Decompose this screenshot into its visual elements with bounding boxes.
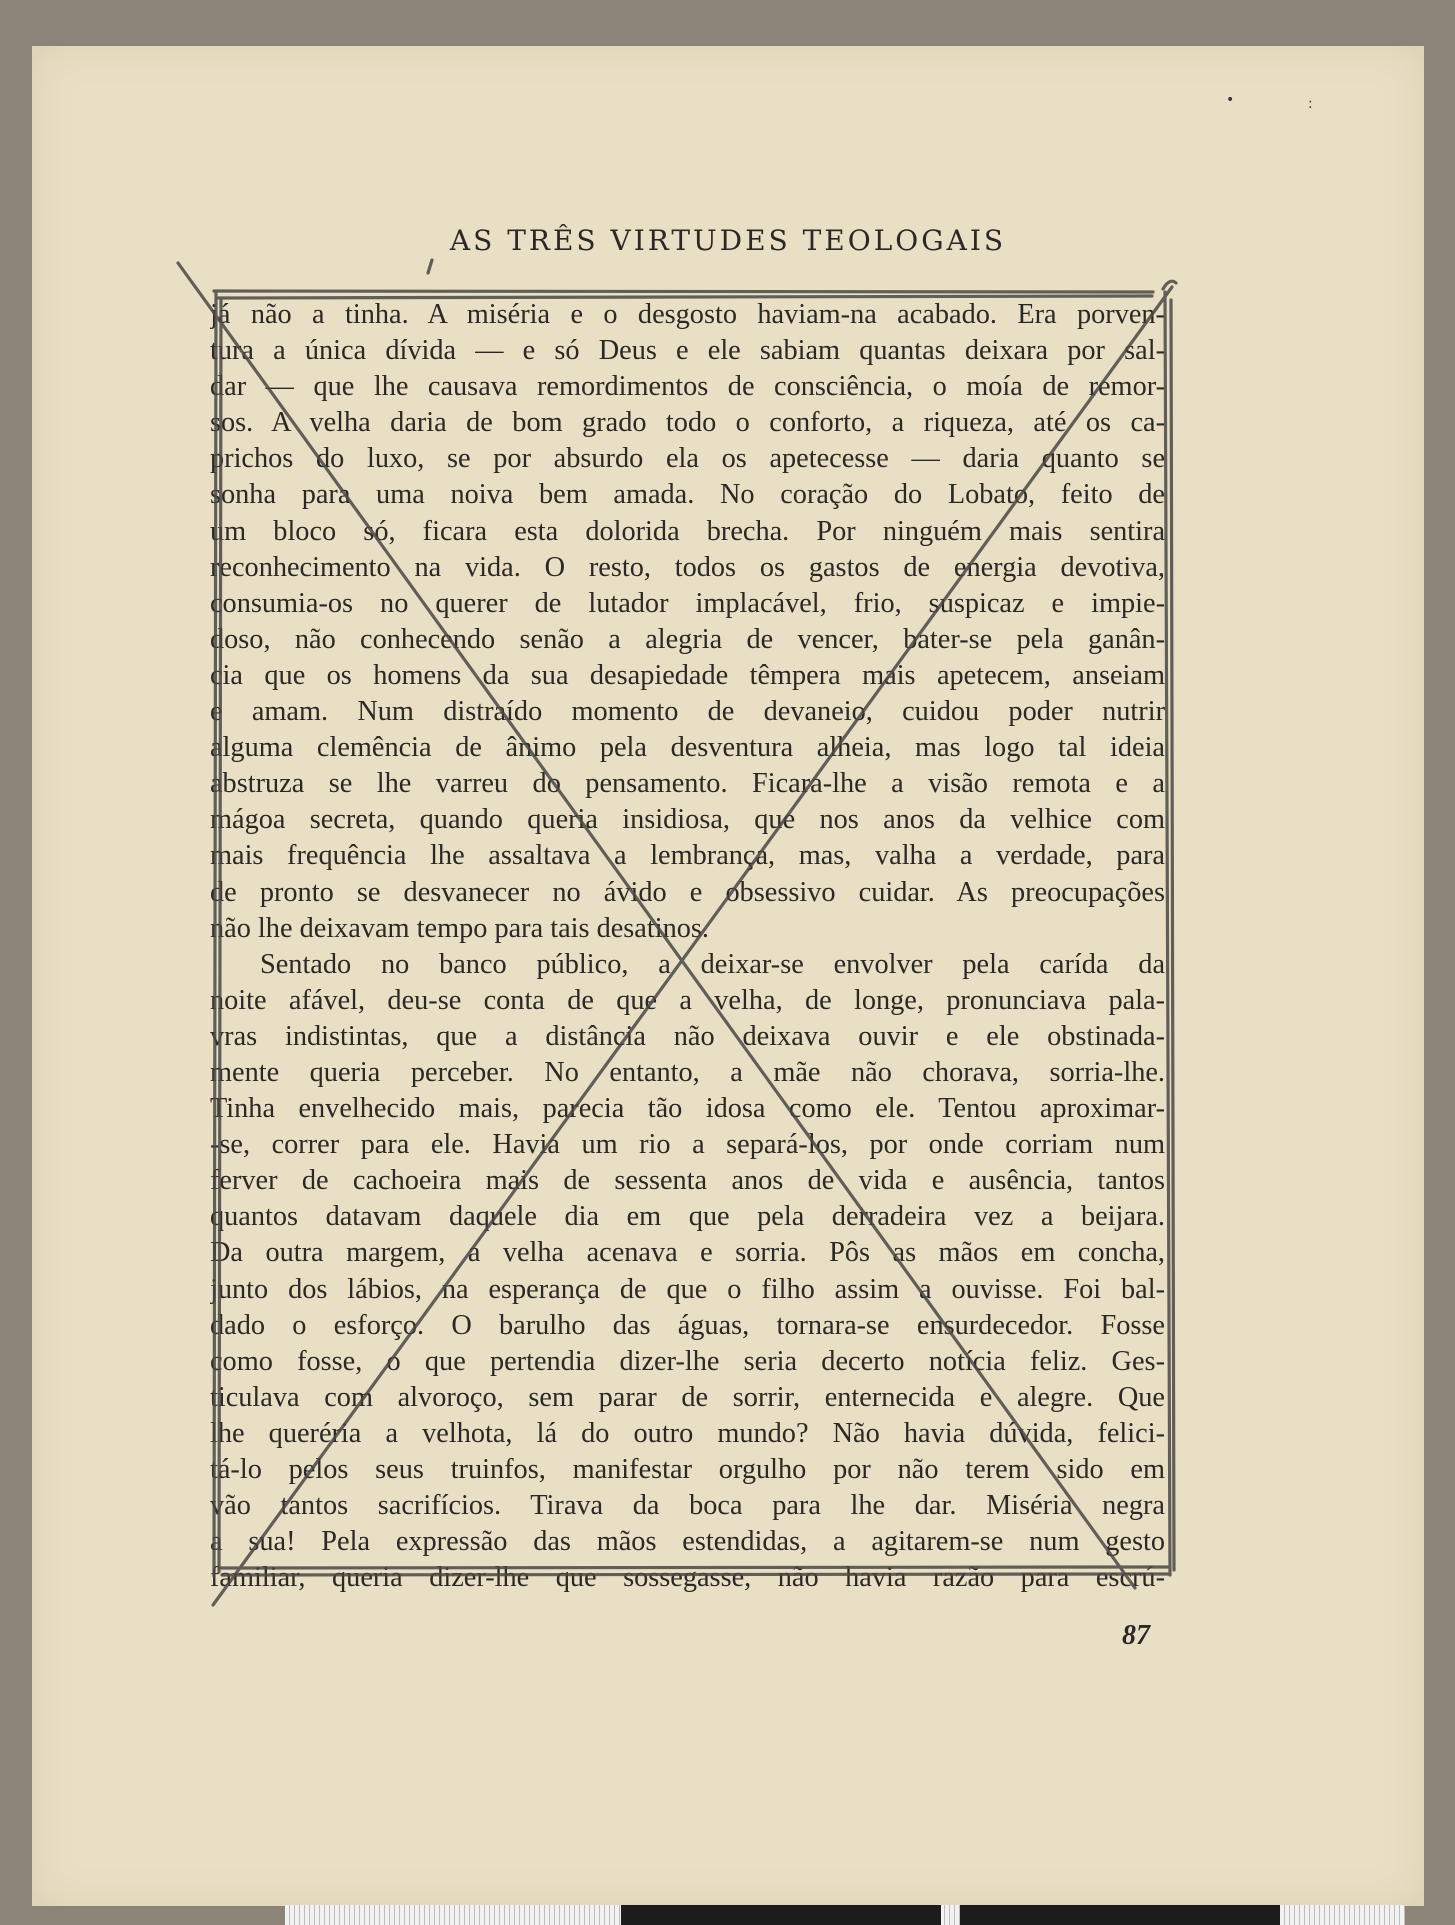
text-line: mágoa secreta, quando queria insidiosa, que nos anos da velhice com <box>210 804 1165 836</box>
text-line: dar — que lhe causava remordimentos de consciência, o moía de remor- <box>210 371 1165 403</box>
text-line: Sentado no banco público, a deixar-se envolver pela carída da <box>260 948 1165 980</box>
text-line: lhe queréria a velhota, lá do outro mundo? Não havia dúvida, felici- <box>210 1417 1165 1449</box>
text-line: ferver de cachoeira mais de sessenta anos de vida e ausência, tantos <box>210 1165 1165 1197</box>
text-line: como fosse, o que pertendia dizer-lhe seria decerto notícia feliz. Ges- <box>210 1345 1165 1377</box>
text-line: consumia-os no querer de lutador implacável, frio, suspicaz e impie- <box>210 587 1165 619</box>
text-line: já não a tinha. A miséria e o desgosto haviam-na acabado. Era porven- <box>210 299 1165 330</box>
text-line: Tinha envelhecido mais, parecia tão idosa como ele. Tentou aproximar- <box>210 1093 1165 1125</box>
text-line: junto dos lábios, na esperança de que o filho assim a ouvisse. Foi bal- <box>210 1273 1165 1305</box>
body-text <box>210 297 1165 1596</box>
text-line: mente queria perceber. No entanto, a mãe não chorava, sorria-lhe. <box>210 1056 1165 1088</box>
text-line: familiar, queria dizer-lhe que sossegasse, não havia razão para escrú- <box>210 1562 1165 1594</box>
text-line: de pronto se desvanecer no ávido e obsessivo cuidar. As preocupações <box>210 876 1165 908</box>
color-ruler <box>285 1905 1405 1925</box>
text-line: ticulava com alvoroço, sem parar de sorrir, enternecida e alegre. Que <box>210 1381 1165 1413</box>
text-line: vão tantos sacrifícios. Tirava da boca para lhe dar. Miséria negra <box>210 1490 1165 1522</box>
specks: : <box>1308 96 1313 112</box>
specks: • <box>1226 92 1235 108</box>
text-line: tura a única dívida — e só Deus e ele sabiam quantas deixara por sal- <box>210 335 1165 367</box>
text-line: a sua! Pela expressão das mãos estendidas, a agitarem-se num gesto <box>210 1526 1165 1558</box>
text-line: tá-lo pelos seus truinfos, manifestar orgulho por não terem sido em <box>210 1454 1165 1485</box>
text-line: dado o esforço. O barulho das águas, tornara-se ensurdecedor. Fosse <box>210 1309 1165 1341</box>
text-line: um bloco só, ficara esta dolorida brecha. Por ninguém mais sentira <box>210 515 1165 547</box>
running-title: AS TRÊS VIRTUDES TEOLOGAIS <box>449 224 1007 257</box>
text-line: sos. A velha daria de bom grado todo o conforto, a riqueza, até os ca- <box>210 407 1165 439</box>
text-line: -se, correr para ele. Havia um rio a separá-los, por onde corriam num <box>210 1129 1165 1161</box>
text-line: não lhe deixavam tempo para tais desatinos. <box>210 912 709 944</box>
text-line: prichos do luxo, se por absurdo ela os apetecesse — daria quanto se <box>210 443 1165 475</box>
text-line: alguma clemência de ânimo pela desventura alheia, mas logo tal ideia <box>210 732 1165 764</box>
book-page <box>32 46 1424 1906</box>
text-line: sonha para uma noiva bem amada. No coração do Lobato, feito de <box>210 479 1165 511</box>
text-line: reconhecimento na vida. O resto, todos os gastos de energia devotiva, <box>210 551 1165 583</box>
page-number: 87 <box>1122 1620 1150 1651</box>
text-line: mais frequência lhe assaltava a lembrança, mas, valha a verdade, para <box>210 840 1165 872</box>
text-line: e amam. Num distraído momento de devaneio, cuidou poder nutrir <box>210 696 1165 728</box>
text-line: quantos datavam daquele dia em que pela derradeira vez a beijara. <box>210 1201 1165 1233</box>
text-line: Da outra margem, a velha acenava e sorria. Pôs as mãos em concha, <box>210 1237 1165 1269</box>
text-line: abstruza se lhe varreu do pensamento. Ficara-lhe a visão remota e a <box>210 768 1165 800</box>
text-line: cia que os homens da sua desapiedade têmpera mais apetecem, anseiam <box>210 659 1165 691</box>
text-line: vras indistintas, que a distância não deixava ouvir e ele obstinada- <box>210 1020 1165 1052</box>
text-line: doso, não conhecendo senão a alegria de vencer, bater-se pela ganân- <box>210 623 1165 655</box>
text-line: noite afável, deu-se conta de que a velha, de longe, pronunciava pala- <box>210 984 1165 1016</box>
